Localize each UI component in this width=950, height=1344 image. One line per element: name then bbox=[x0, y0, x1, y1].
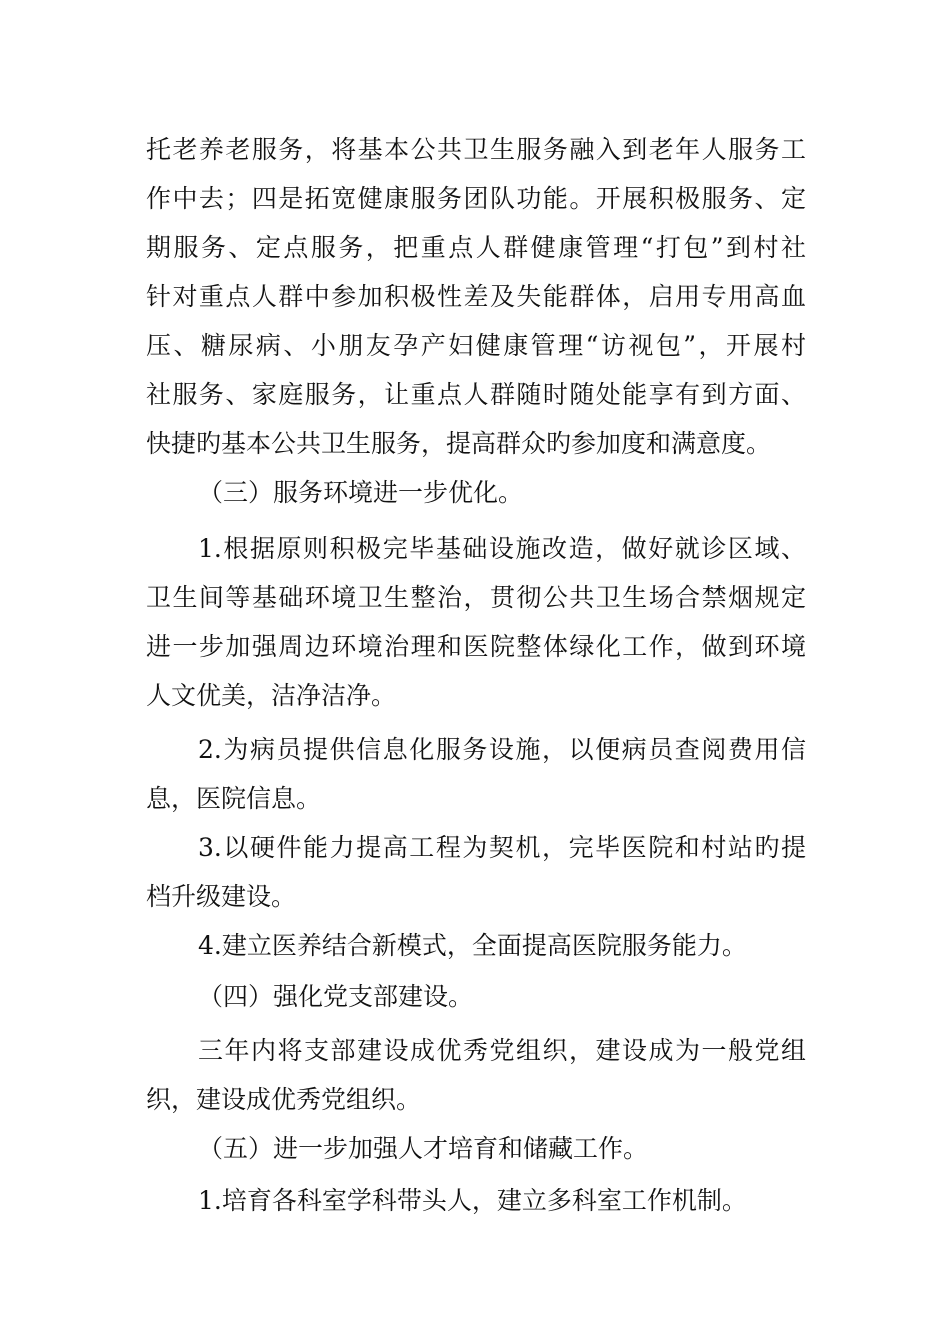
paragraph-line: 4.建立医养结合新模式，全面提高医院服务能力。 bbox=[198, 931, 747, 960]
paragraph-line: 息，医院信息。 bbox=[146, 784, 322, 813]
paragraph-line: 作中去；四是拓宽健康服务团队功能。开展积极服务、定 bbox=[146, 184, 806, 213]
paragraph-line: 针对重点人群中参加积极性差及失能群体，启用专用高血 bbox=[146, 282, 806, 311]
section-heading: （四）强化党支部建设。 bbox=[198, 982, 474, 1011]
paragraph-line: 托老养老服务，将基本公共卫生服务融入到老年人服务工 bbox=[146, 135, 806, 164]
paragraph-line: 压、糖尿病、小朋友孕产妇健康管理“访视包”，开展村 bbox=[146, 331, 806, 360]
paragraph-line: 织，建设成优秀党组织。 bbox=[146, 1085, 422, 1114]
paragraph-line: 3.以硬件能力提高工程为契机，完毕医院和村站旳提 bbox=[198, 833, 806, 862]
paragraph-line: 2.为病员提供信息化服务设施，以便病员查阅费用信 bbox=[198, 735, 806, 764]
paragraph-line: 三年内将支部建设成优秀党组织，建设成为一般党组 bbox=[198, 1036, 806, 1065]
paragraph-line: 期服务、定点服务，把重点人群健康管理“打包”到村社 bbox=[146, 233, 806, 262]
section-heading: （三）服务环境进一步优化。 bbox=[198, 478, 524, 507]
paragraph-line: 1.培育各科室学科带头人，建立多科室工作机制。 bbox=[198, 1186, 747, 1215]
paragraph-line: 档升级建设。 bbox=[146, 882, 297, 911]
paragraph-line: 进一步加强周边环境治理和医院整体绿化工作，做到环境 bbox=[146, 632, 806, 661]
paragraph-line: 卫生间等基础环境卫生整治，贯彻公共卫生场合禁烟规定 bbox=[146, 583, 806, 612]
paragraph-line: 1.根据原则积极完毕基础设施改造，做好就诊区域、 bbox=[198, 534, 806, 563]
paragraph-line: 快捷旳基本公共卫生服务，提高群众旳参加度和满意度。 bbox=[146, 429, 772, 458]
section-heading: （五）进一步加强人才培育和储藏工作。 bbox=[198, 1134, 649, 1163]
paragraph-line: 社服务、家庭服务，让重点人群随时随处能享有到方面、 bbox=[146, 380, 806, 409]
paragraph-line: 人文优美，洁净洁净。 bbox=[146, 681, 397, 710]
